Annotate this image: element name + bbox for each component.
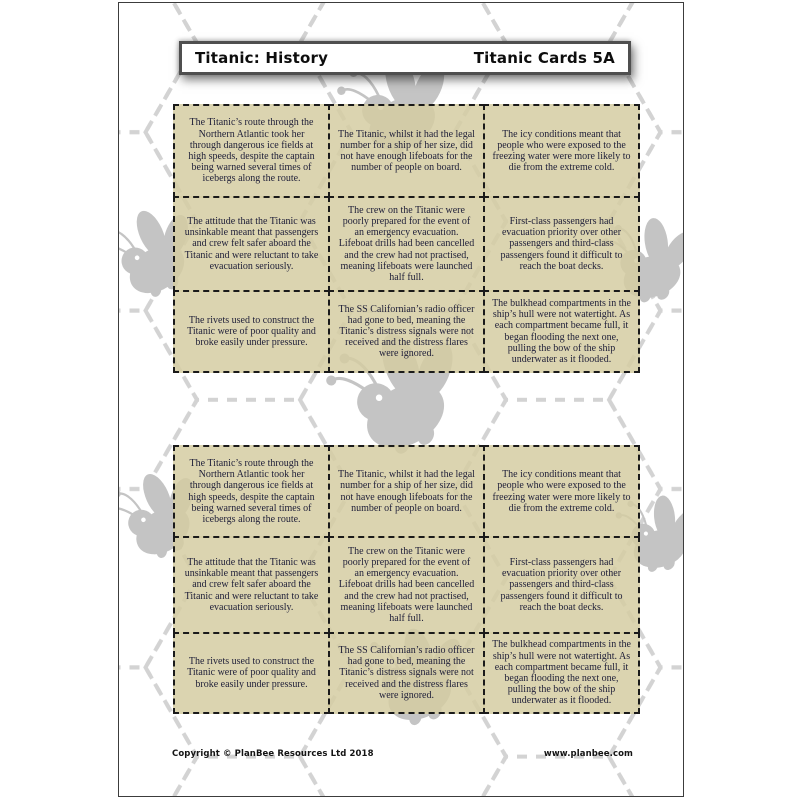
page-footer — [172, 749, 633, 759]
card-text: The crew on the Titanic were poorly prepared for the event of an emergency evacuation. Lifeboat drills had been cancelled and the crew had not practised, meaning lifeboats were launched half full. — [338, 545, 475, 624]
worksheet-page — [118, 2, 684, 797]
titanic-info-card — [483, 104, 640, 198]
card-text: The Titanic’s route through the Northern Atlantic took her through dangerous ice fields at high speeds, despite the captain being warned several times of icebergs along the route. — [188, 117, 315, 185]
card-text: The SS Californian’s radio officer had gone to bed, meaning the Titanic’s distress signals were not received and the distress flares were ignored. — [338, 645, 475, 701]
card-text: First-class passengers had evacuation priority over other passengers and third-class passengers found it difficult to reach the boat decks. — [500, 557, 623, 613]
card-row — [173, 632, 640, 714]
titanic-info-card — [483, 196, 640, 292]
card-row — [173, 196, 640, 292]
titanic-info-card — [328, 632, 485, 714]
titanic-info-card — [173, 290, 330, 373]
card-row — [173, 445, 640, 538]
card-text: The Titanic, whilst it had the legal number for a ship of her size, did not have enough lifeboats for the number of people on board. — [338, 128, 475, 174]
titanic-info-card — [328, 536, 485, 634]
card-text: The SS Californian’s radio officer had gone to bed, meaning the Titanic’s distress signals were not received and the distress flares were ignored. — [338, 303, 475, 360]
card-text: The attitude that the Titanic was unsinkable meant that passengers and crew felt safer aboard the Titanic and were reluctant to take evacuation seriously. — [184, 216, 319, 272]
card-set-label: Titanic Cards 5A — [473, 49, 615, 67]
titanic-info-card — [483, 290, 640, 373]
title-bar — [179, 41, 631, 75]
card-text: The rivets used to construct the Titanic were of poor quality and broke easily under pressure. — [187, 314, 316, 349]
titanic-info-card — [173, 445, 330, 538]
page-title: Titanic: History — [195, 49, 329, 67]
card-grid-bottom — [173, 445, 640, 714]
copyright-text: Copyright © PlanBee Resources Ltd 2018 — [172, 749, 374, 759]
titanic-info-card — [483, 445, 640, 538]
titanic-info-card — [483, 536, 640, 634]
card-text: The bulkhead compartments in the ship’s hull were not watertight. As each compartment became full, it began flooding the next one, pulling the bow of the ship underwater as it flooded. — [492, 639, 631, 707]
titanic-info-card — [483, 632, 640, 714]
card-text: The icy conditions meant that people who were exposed to the freezing water were more likely to die from the extreme cold. — [492, 128, 631, 174]
titanic-info-card — [173, 536, 330, 634]
website-url: www.planbee.com — [543, 749, 633, 759]
card-text: First-class passengers had evacuation priority over other passengers and third-class passengers found it difficult to reach the boat decks. — [500, 216, 623, 272]
card-row — [173, 104, 640, 198]
titanic-info-card — [173, 196, 330, 292]
card-row — [173, 536, 640, 634]
titanic-info-card — [173, 104, 330, 198]
card-text: The crew on the Titanic were poorly prepared for the event of an emergency evacuation. Lifeboat drills had been cancelled and the crew had not practised, meaning lifeboats were launched half full. — [338, 204, 475, 283]
card-row — [173, 290, 640, 373]
card-grid-top — [173, 104, 640, 373]
card-text: The attitude that the Titanic was unsinkable meant that passengers and crew felt safer aboard the Titanic and were reluctant to take evacuation seriously. — [184, 557, 319, 613]
card-text: The Titanic, whilst it had the legal number for a ship of her size, did not have enough lifeboats for the number of people on board. — [338, 469, 475, 514]
titanic-info-card — [328, 104, 485, 198]
card-text: The Titanic’s route through the Northern Atlantic took her through dangerous ice fields at high speeds, despite the captain being warned several times of icebergs along the route. — [188, 457, 315, 525]
titanic-info-card — [328, 445, 485, 538]
card-text: The icy conditions meant that people who were exposed to the freezing water were more likely to die from the extreme cold. — [492, 469, 631, 514]
card-text: The rivets used to construct the Titanic were of poor quality and broke easily under pressure. — [187, 656, 316, 690]
titanic-info-card — [328, 290, 485, 373]
titanic-info-card — [173, 632, 330, 714]
titanic-info-card — [328, 196, 485, 292]
card-text: The bulkhead compartments in the ship’s hull were not watertight. As each compartment became full, it began flooding the next one, pulling the bow of the ship underwater as it flooded. — [492, 297, 631, 365]
